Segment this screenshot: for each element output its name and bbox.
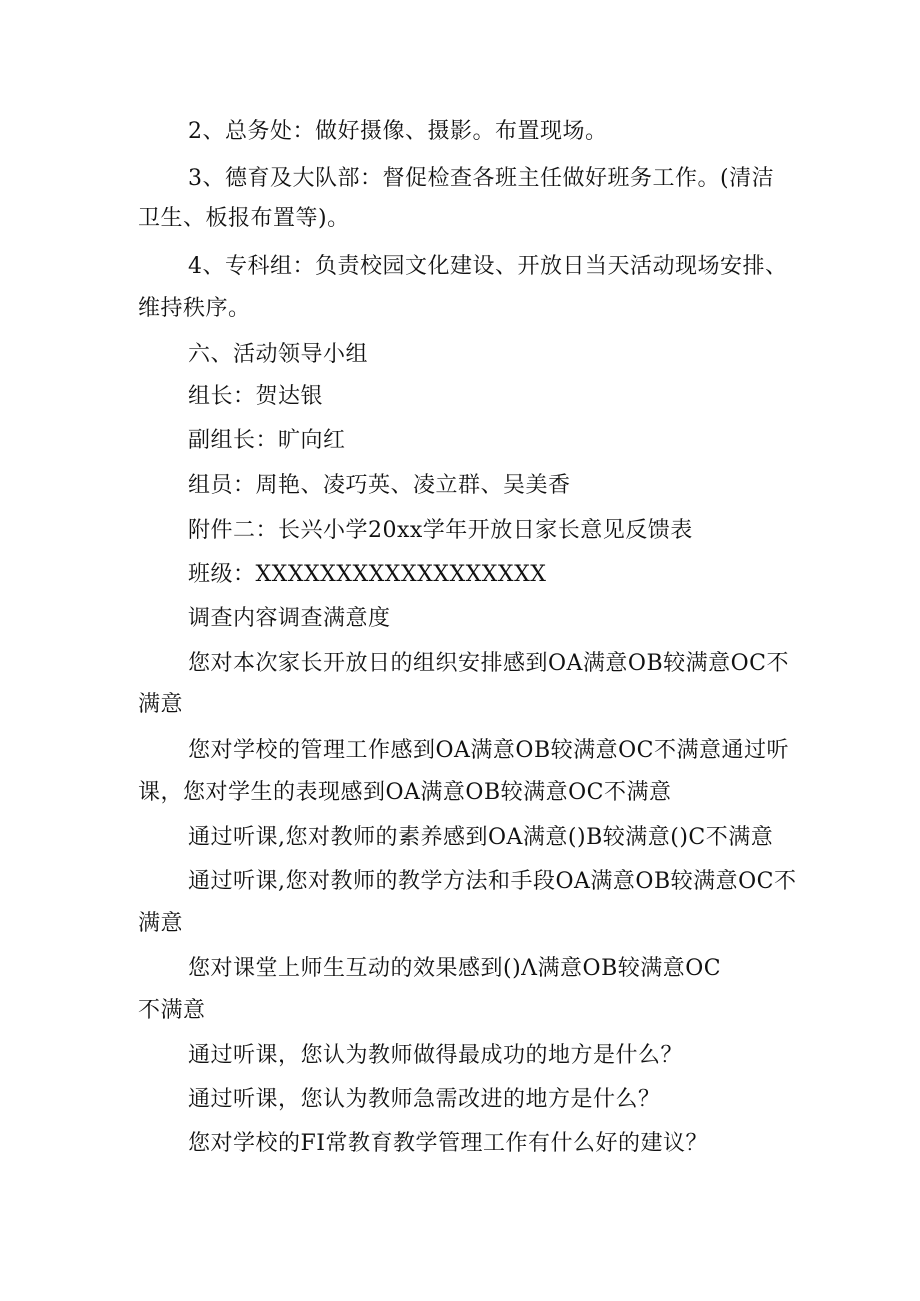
survey-question-1-cont: 满意 [138, 692, 184, 717]
text-line-subject-group-cont: 维持秩序。 [138, 296, 251, 321]
text-line-general-affairs: 2、总务处：做好摄像、摄影。布置现场。 [188, 119, 608, 144]
text-line-moral-education: 3、德育及大队部：督促检查各班主任做好班务工作。(清洁 [188, 166, 775, 191]
survey-question-4: 通过听课,您对教师的教学方法和手段OA满意OB较满意OC不 [188, 869, 797, 894]
text-line-class: 班级：XXXXXXXXXXXXXXXXXX [188, 562, 547, 587]
survey-question-5: 您对课堂上师生互动的效果感到()Λ满意OB较满意OC [188, 956, 722, 981]
survey-question-5-cont: 不满意 [138, 998, 206, 1023]
text-line-moral-education-cont: 卫生、板报布置等)。 [138, 206, 350, 231]
survey-question-3: 通过听课,您对教师的素养感到OA满意()B较满意()C不满意 [188, 825, 774, 850]
survey-question-6: 通过听课，您认为教师做得最成功的地方是什么？ [188, 1043, 684, 1068]
text-line-deputy-leader: 副组长：旷向红 [188, 428, 346, 453]
survey-question-8: 您对学校的FI常教育教学管理工作有什么好的建议？ [188, 1131, 708, 1156]
survey-question-7: 通过听课，您认为教师急需改进的地方是什么？ [188, 1087, 661, 1112]
text-line-survey-header: 调查内容调查满意度 [188, 606, 391, 631]
survey-question-4-cont: 满意 [138, 911, 184, 936]
section-heading-leadership: 六、活动领导小组 [188, 342, 369, 367]
survey-question-1: 您对本次家长开放日的组织安排感到OA满意OB较满意OC不 [188, 651, 789, 676]
text-line-members: 组员：周艳、凌巧英、凌立群、吴美香 [188, 473, 571, 498]
survey-question-2: 您对学校的管理工作感到OA满意OB较满意OC不满意通过听 [188, 738, 789, 763]
text-line-subject-group: 4、专科组：负责校园文化建设、开放日当天活动现场安排、 [188, 254, 788, 279]
text-line-attachment-title: 附件二：长兴小学20xx学年开放日家长意见反馈表 [188, 518, 693, 543]
text-line-group-leader: 组长：贺达银 [188, 384, 324, 409]
survey-question-2-cont: 课，您对学生的表现感到OA满意OB较满意OC不满意 [138, 780, 672, 805]
